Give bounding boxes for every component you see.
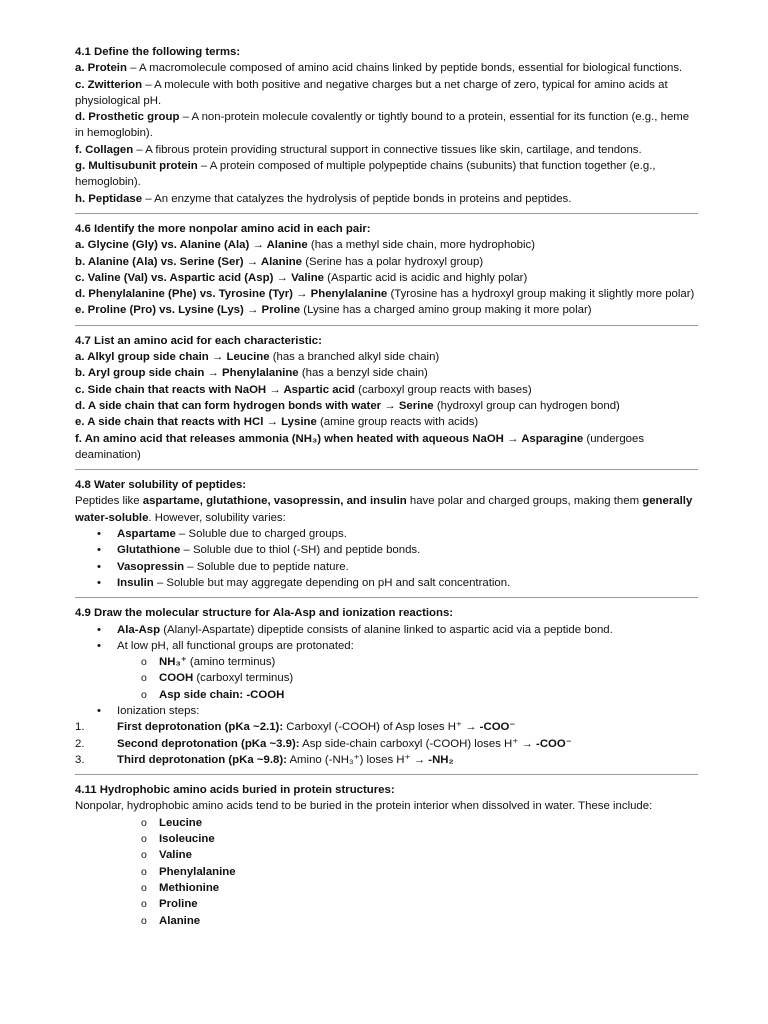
list-item: • Ionization steps: [75, 703, 698, 719]
list-item: o Isoleucine [75, 831, 698, 847]
list-item: o Leucine [75, 815, 698, 831]
list-item: o Proline [75, 896, 698, 912]
characteristic-item: d. A side chain that can form hydrogen bonds with water → Serine (hydroxyl group can hydrogen bond) [75, 399, 620, 412]
list-item: o Phenylalanine [75, 864, 698, 880]
section-intro: Nonpolar, hydrophobic amino acids tend to be buried in the protein interior when dissolved in water. These include: [75, 800, 653, 813]
section-title: 4.6 Identify the more nonpolar amino acid in each pair: [75, 222, 371, 235]
list-item: o COOH (carboxyl terminus) [75, 670, 698, 686]
section-title: 4.8 Water solubility of peptides: [75, 479, 247, 492]
list-item: • Ala-Asp (Alanyl-Aspartate) dipeptide consists of alanine linked to aspartic acid via a peptide bond. [75, 622, 698, 638]
section-divider [75, 469, 698, 470]
characteristic-item: e. A side chain that reacts with HCl → Lysine (amine group reacts with acids) [75, 416, 479, 429]
section-4-1 [75, 44, 698, 207]
list-item: o Methionine [75, 880, 698, 896]
list-item: • Glutathione – Soluble due to thiol (-SH) and peptide bonds. [75, 542, 698, 558]
section-title: 4.9 Draw the molecular structure for Ala-Asp and ionization reactions: [75, 607, 454, 620]
section-divider [75, 597, 698, 598]
section-divider [75, 774, 698, 775]
pair-item: d. Phenylalanine (Phe) vs. Tyrosine (Tyr) → Phenylalanine (Tyrosine has a hydroxyl group making it slightly more polar) [75, 288, 695, 301]
list-item: o NH₃⁺ (amino terminus) [75, 654, 698, 670]
definition-item: f. Collagen – A fibrous protein providing structural support in connective tissues like skin, cartilage, and tendons. [75, 143, 642, 156]
list-item: • At low pH, all functional groups are protonated: [75, 638, 698, 654]
section-divider [75, 325, 698, 326]
ionization-steps [75, 719, 698, 768]
list-item: • Aspartame – Soluble due to charged groups. [75, 526, 698, 542]
list-item: o Asp side chain: -COOH [75, 687, 698, 703]
definition-item: c. Zwitterion – A molecule with both positive and negative charges but a net charge of zero, typical for amino acids at physiological pH. [75, 78, 668, 107]
section-4-8 [75, 477, 698, 591]
section-divider [75, 213, 698, 214]
section-intro: Peptides like aspartame, glutathione, vasopressin, and insulin have polar and charged groups, making them generally water-soluble. However, solubility varies: [75, 495, 693, 524]
section-4-7 [75, 333, 698, 463]
section-title: 4.1 Define the following terms: [75, 46, 241, 58]
ionization-heading-list [75, 703, 698, 719]
section-4-9 [75, 605, 698, 768]
characteristic-item: f. An amino acid that releases ammonia (NH₃) when heated with aqueous NaOH → Asparagine (undergoes deamination) [75, 432, 645, 461]
pair-item: a. Glycine (Gly) vs. Alanine (Ala) → Alanine (has a methyl side chain, more hydrophobic) [75, 239, 536, 252]
step-item: 1. First deprotonation (pKa ~2.1): Carboxyl (-COOH) of Asp loses H⁺ → -COO⁻ [75, 721, 516, 734]
definition-item: a. Protein – A macromolecule composed of amino acid chains linked by peptide bonds, essential for biological functions. [75, 62, 683, 75]
hydrophobic-list [75, 815, 698, 929]
structure-list [75, 622, 698, 655]
section-4-11 [75, 782, 698, 929]
list-item: • Vasopressin – Soluble due to peptide nature. [75, 559, 698, 575]
list-item: o Alanine [75, 913, 698, 929]
step-item: 2. Second deprotonation (pKa ~3.9): Asp side-chain carboxyl (-COOH) loses H⁺ → -COO⁻ [75, 737, 572, 750]
list-item: o Valine [75, 847, 698, 863]
characteristic-item: a. Alkyl group side chain → Leucine (has a branched alkyl side chain) [75, 351, 440, 364]
definition-item: d. Prosthetic group – A non-protein molecule covalently or tightly bound to a protein, essential for its function (e.g., heme in hemoglobin). [75, 111, 690, 140]
pair-item: c. Valine (Val) vs. Aspartic acid (Asp) → Valine (Aspartic acid is acidic and highly polar) [75, 271, 528, 284]
section-4-6 [75, 221, 698, 319]
list-item: • Insulin – Soluble but may aggregate depending on pH and salt concentration. [75, 575, 698, 591]
section-title: 4.11 Hydrophobic amino acids buried in protein structures: [75, 784, 395, 797]
solubility-list [75, 526, 698, 591]
protonated-groups-list [75, 654, 698, 703]
definition-item: g. Multisubunit protein – A protein composed of multiple polypeptide chains (subunits) that function together (e.g., hemoglobin). [75, 160, 656, 189]
characteristic-item: b. Aryl group side chain → Phenylalanine (has a benzyl side chain) [75, 367, 428, 380]
pair-item: e. Proline (Pro) vs. Lysine (Lys) → Proline (Lysine has a charged amino group making it more polar) [75, 304, 592, 317]
section-title: 4.7 List an amino acid for each characteristic: [75, 334, 322, 347]
definition-item: h. Peptidase – An enzyme that catalyzes the hydrolysis of peptide bonds in proteins and peptides. [75, 192, 572, 205]
characteristic-item: c. Side chain that reacts with NaOH → Aspartic acid (carboxyl group reacts with bases) [75, 383, 532, 396]
pair-item: b. Alanine (Ala) vs. Serine (Ser) → Alanine (Serine has a polar hydroxyl group) [75, 255, 484, 268]
step-item: 3. Third deprotonation (pKa ~9.8): Amino (-NH₃⁺) loses H⁺ → -NH₂ [75, 753, 454, 766]
